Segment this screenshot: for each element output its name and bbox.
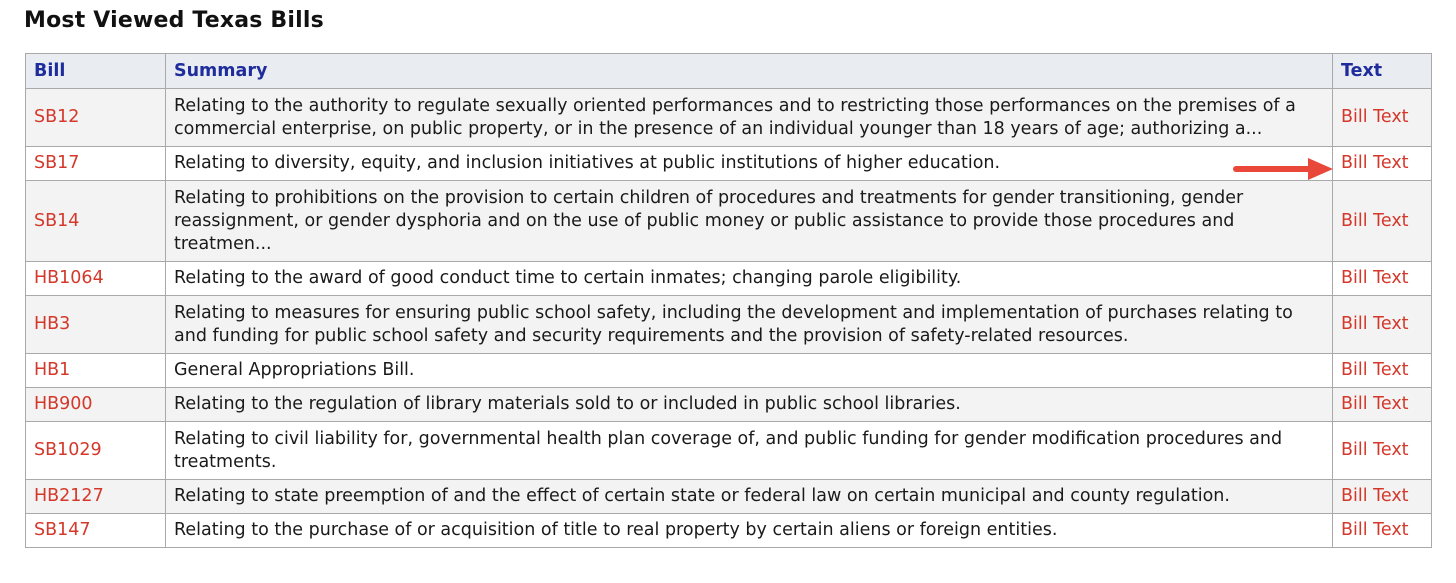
table-row xyxy=(26,514,1432,548)
text-cell xyxy=(1333,262,1432,296)
bill-text-link[interactable]: Bill Text xyxy=(1341,486,1409,506)
bill-cell xyxy=(26,388,166,422)
summary-cell: Relating to measures for ensuring public school safety, including the development and implementation of purchases relating to and funding for public school safety and security requirements and the provision of safety-related resources. xyxy=(166,296,1333,354)
page-title: Most Viewed Texas Bills xyxy=(24,8,324,33)
bill-link[interactable]: SB17 xyxy=(34,153,80,173)
table-row xyxy=(26,147,1432,181)
bill-cell xyxy=(26,422,166,480)
bill-cell xyxy=(26,262,166,296)
summary-cell: General Appropriations Bill. xyxy=(166,354,1333,388)
bill-link[interactable]: HB3 xyxy=(34,314,71,334)
summary-cell: Relating to the award of good conduct time to certain inmates; changing parole eligibility. xyxy=(166,262,1333,296)
text-cell xyxy=(1333,422,1432,480)
text-cell xyxy=(1333,354,1432,388)
bill-link[interactable]: HB2127 xyxy=(34,486,104,506)
summary-cell: Relating to diversity, equity, and inclusion initiatives at public institutions of higher education. xyxy=(166,147,1333,181)
bill-cell xyxy=(26,181,166,262)
table-row xyxy=(26,262,1432,296)
bill-text-link[interactable]: Bill Text xyxy=(1341,394,1409,414)
text-cell xyxy=(1333,147,1432,181)
bill-text-link[interactable]: Bill Text xyxy=(1341,440,1409,460)
text-cell xyxy=(1333,514,1432,548)
table-row xyxy=(26,89,1432,147)
bill-cell xyxy=(26,296,166,354)
bill-cell xyxy=(26,147,166,181)
table-row xyxy=(26,480,1432,514)
summary-cell: Relating to the regulation of library materials sold to or included in public school libraries. xyxy=(166,388,1333,422)
bill-text-link[interactable]: Bill Text xyxy=(1341,520,1409,540)
bills-table xyxy=(25,53,1432,548)
bill-link[interactable]: HB900 xyxy=(34,394,93,414)
column-header-text: Text xyxy=(1333,54,1432,89)
summary-cell: Relating to state preemption of and the effect of certain state or federal law on certain municipal and county regulation. xyxy=(166,480,1333,514)
text-cell xyxy=(1333,181,1432,262)
summary-cell: Relating to the authority to regulate sexually oriented performances and to restricting those performances on the premises of a commercial enterprise, on public property, or in the presence of an individual younger than 18 years of age; authorizing a... xyxy=(166,89,1333,147)
summary-cell: Relating to prohibitions on the provision to certain children of procedures and treatments for gender transitioning, gender reassignment, or gender dysphoria and on the use of public money or public assistance to provide those procedures and treatmen... xyxy=(166,181,1333,262)
text-cell xyxy=(1333,480,1432,514)
bill-cell xyxy=(26,89,166,147)
arrow-right-icon xyxy=(1232,155,1336,183)
table-row xyxy=(26,422,1432,480)
table-row xyxy=(26,388,1432,422)
table-row xyxy=(26,296,1432,354)
bill-text-link[interactable]: Bill Text xyxy=(1341,210,1409,231)
bill-text-link[interactable]: Bill Text xyxy=(1341,268,1409,288)
bill-link[interactable]: HB1064 xyxy=(34,268,104,288)
bill-link[interactable]: HB1 xyxy=(34,360,71,380)
summary-cell: Relating to civil liability for, governmental health plan coverage of, and public funding for gender modification procedures and treatments. xyxy=(166,422,1333,480)
text-cell xyxy=(1333,89,1432,147)
column-header-bill: Bill xyxy=(26,54,166,89)
summary-cell: Relating to the purchase of or acquisition of title to real property by certain aliens or foreign entities. xyxy=(166,514,1333,548)
text-cell xyxy=(1333,388,1432,422)
bill-text-link[interactable]: Bill Text xyxy=(1341,360,1409,380)
bill-text-link[interactable]: Bill Text xyxy=(1341,153,1409,173)
table-row xyxy=(26,354,1432,388)
bill-link[interactable]: SB12 xyxy=(34,107,80,127)
bill-text-link[interactable]: Bill Text xyxy=(1341,314,1409,334)
bill-link[interactable]: SB14 xyxy=(34,210,80,231)
bill-link[interactable]: SB1029 xyxy=(34,440,102,460)
bill-cell xyxy=(26,514,166,548)
text-cell xyxy=(1333,296,1432,354)
table-header-row xyxy=(26,54,1432,89)
column-header-summary: Summary xyxy=(166,54,1333,89)
bill-text-link[interactable]: Bill Text xyxy=(1341,107,1409,127)
bill-cell xyxy=(26,480,166,514)
arrow-head xyxy=(1308,158,1333,180)
bill-cell xyxy=(26,354,166,388)
bill-link[interactable]: SB147 xyxy=(34,520,91,540)
table-row xyxy=(26,181,1432,262)
